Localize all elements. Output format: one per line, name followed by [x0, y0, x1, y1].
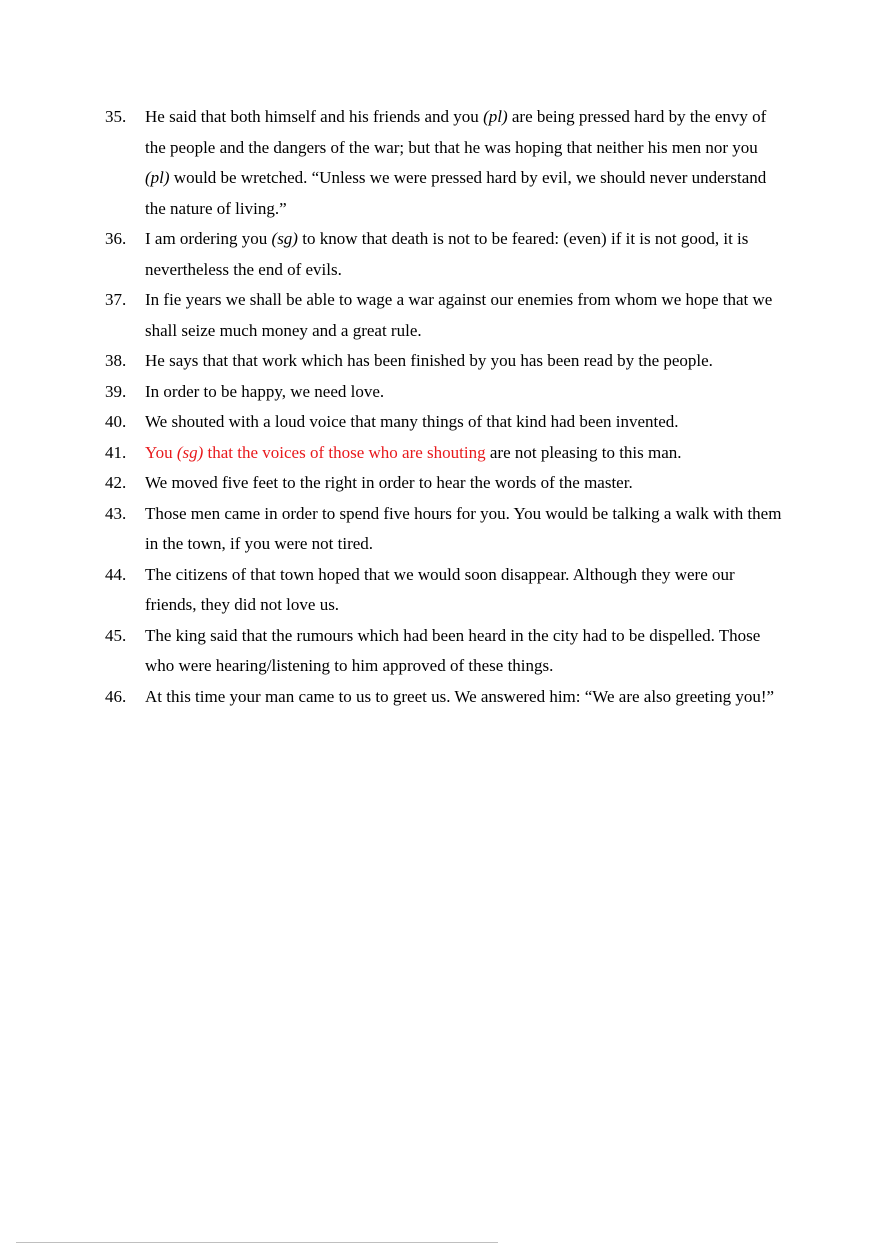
text-segment: (sg): [271, 229, 298, 248]
text-segment: He says that that work which has been finished by you has been read by the people.: [145, 351, 713, 370]
text-segment: are being pressed hard by the envy of the people and the dangers of the war; but that he was hoping that neither his men nor you: [145, 107, 767, 157]
item-number: 36.: [105, 229, 127, 248]
text-segment: Those men came in order to spend five hours for you. You would be talking a walk with them in the town, if you were not tired.: [145, 503, 782, 553]
item-text: [145, 621, 785, 682]
list-item: [105, 407, 785, 438]
item-text: [145, 468, 785, 499]
item-number: 44.: [105, 564, 127, 584]
text-segment: to know that death is not to be feared: (even) if it is not good, it is nevertheless the end of evils.: [145, 229, 749, 279]
item-text: [145, 224, 785, 285]
text-segment: are not pleasing to this man.: [485, 442, 682, 462]
text-segment: At this time your man came to us to greet us. We answered him: “We are also greeting you!”: [145, 686, 775, 706]
text-segment: (pl): [483, 107, 508, 126]
item-text: [145, 407, 785, 438]
text-segment: In order to be happy, we need love.: [145, 381, 385, 401]
item-number: 39.: [105, 381, 127, 401]
list-item: [105, 285, 785, 346]
item-text: [145, 346, 785, 377]
text-segment: In fie years we shall be able to wage a war against our enemies from whom we hope that we shall seize much money and a great rule.: [145, 290, 773, 340]
item-number: 37.: [105, 290, 127, 309]
sentence-list: [105, 102, 785, 712]
list-item: [105, 621, 785, 682]
text-segment: The king said that the rumours which had been heard in the city had to be dispelled. Those who were hearing/listening to him approved of these things.: [145, 625, 761, 675]
text-segment: He said that both himself and his friends and you: [145, 107, 484, 126]
item-number: 45.: [105, 625, 127, 645]
list-item: [105, 224, 785, 285]
highlighted-text: that the voices of those who are shouting: [203, 442, 486, 462]
footer-rule: [16, 1242, 498, 1243]
item-text: [145, 499, 785, 560]
text-segment: I am ordering you: [145, 229, 272, 248]
item-text: [145, 102, 785, 224]
item-number: 41.: [105, 442, 127, 462]
item-number: 43.: [105, 503, 127, 523]
list-item: [105, 438, 785, 469]
text-segment: (pl): [145, 168, 170, 187]
item-number: 40.: [105, 412, 127, 431]
list-item: [105, 377, 785, 408]
list-item: [105, 682, 785, 713]
item-text: [145, 560, 785, 621]
list-item: [105, 499, 785, 560]
list-item: [105, 102, 785, 224]
item-number: 46.: [105, 686, 127, 706]
text-segment: The citizens of that town hoped that we would soon disappear. Although they were our friends, they did not love us.: [145, 564, 735, 614]
list-item: [105, 468, 785, 499]
item-number: 38.: [105, 351, 127, 370]
item-text: [145, 285, 785, 346]
item-text: [145, 377, 785, 408]
text-segment: We moved five feet to the right in order to hear the words of the master.: [145, 473, 633, 492]
highlighted-text: You: [145, 442, 177, 462]
highlighted-text: (sg): [176, 442, 204, 462]
item-text: [145, 438, 785, 469]
text-segment: We shouted with a loud voice that many things of that kind had been invented.: [145, 412, 679, 431]
item-number: 42.: [105, 473, 127, 492]
item-text: [145, 682, 785, 713]
list-item: [105, 560, 785, 621]
text-segment: would be wretched. “Unless we were pressed hard by evil, we should never understand the nature of living.”: [145, 168, 767, 218]
list-item: [105, 346, 785, 377]
item-number: 35.: [105, 107, 127, 126]
